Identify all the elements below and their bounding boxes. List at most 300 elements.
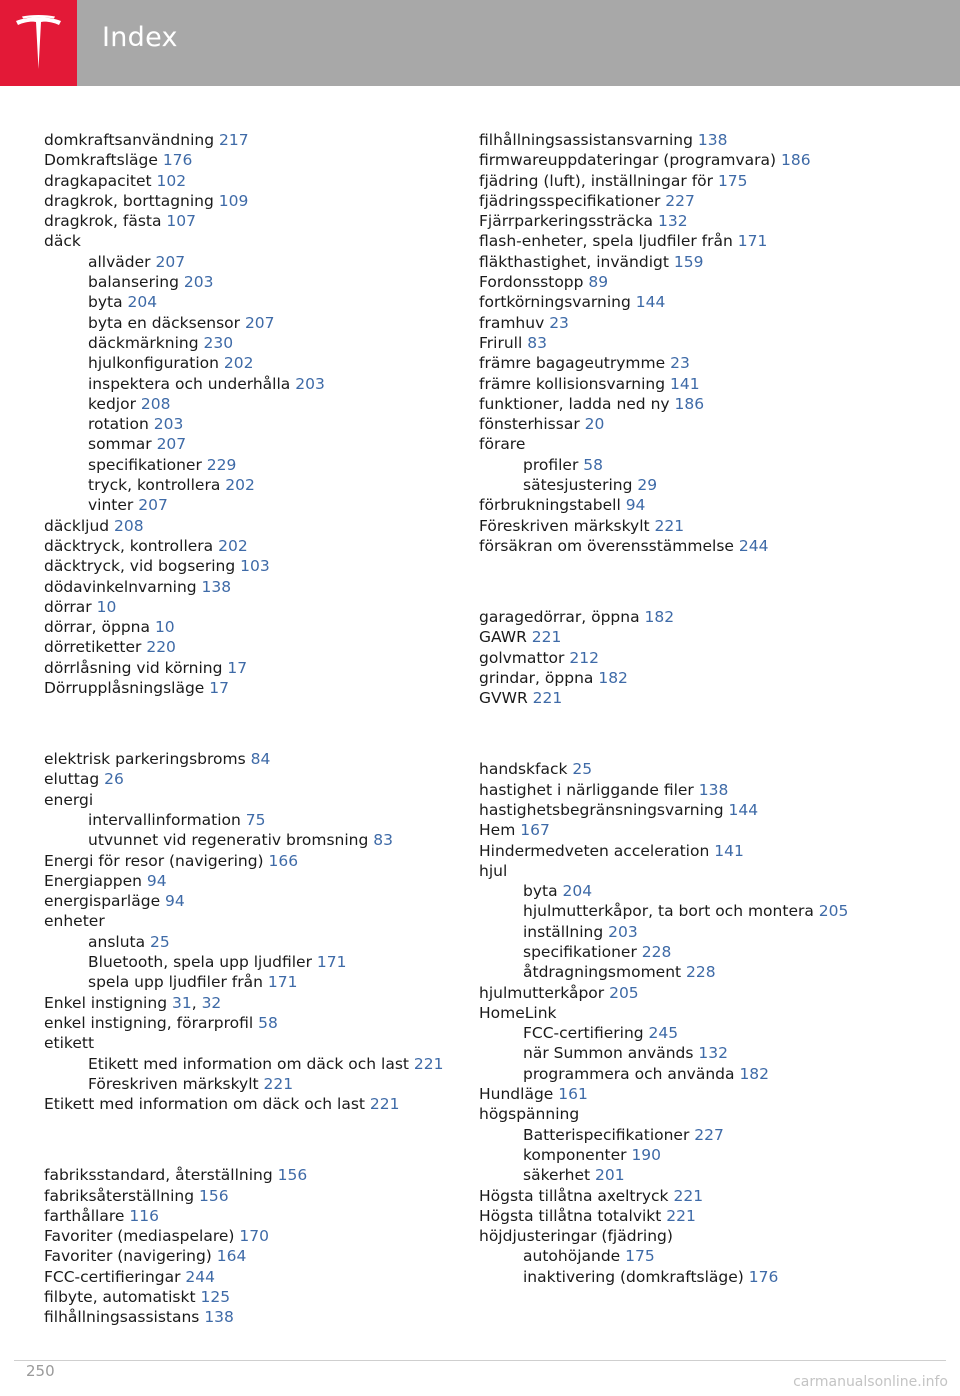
page-link[interactable]: 221 — [673, 1186, 704, 1205]
index-entry — [479, 231, 899, 251]
index-entry — [44, 790, 464, 810]
entry-text: åtdragningsmoment — [523, 963, 687, 982]
entry-text: fabriksstandard, återställning — [44, 1166, 278, 1185]
page-link[interactable]: 138 — [697, 131, 728, 149]
index-entry — [44, 749, 464, 769]
page-link[interactable]: 244 — [185, 1267, 216, 1286]
entry-text: dörrlåsning vid körning — [44, 658, 228, 677]
page-link[interactable]: 221 — [531, 628, 562, 647]
index-entry — [44, 1287, 464, 1307]
entry-text: fabriksåterställning — [44, 1186, 199, 1205]
entry-text: dörrar — [44, 597, 97, 616]
entry-text: etikett — [44, 1034, 95, 1053]
index-entry — [44, 678, 464, 698]
index-entry — [44, 1094, 464, 1114]
index-subentry — [44, 434, 464, 454]
entry-text: hjulmutterkåpor, ta bort och montera — [523, 902, 819, 921]
index-subentry — [44, 1074, 464, 1094]
entry-text: balansering — [88, 273, 184, 292]
entry-text: farthållare — [44, 1206, 130, 1225]
index-entry — [479, 313, 899, 333]
index-subentry — [479, 881, 899, 901]
index-entry — [479, 495, 899, 515]
page-link[interactable]: 221 — [369, 1095, 400, 1114]
page-link[interactable]: 171 — [316, 953, 347, 972]
index-subentry — [44, 475, 464, 495]
page-link[interactable]: 144 — [635, 293, 666, 312]
page-link[interactable]: 205 — [609, 983, 639, 1002]
index-entry — [44, 191, 464, 211]
entry-text: byta en däcksensor — [88, 313, 245, 332]
page-link[interactable]: 227 — [665, 191, 695, 210]
page-link[interactable]: 17 — [209, 679, 229, 698]
entry-text: Favoriter (navigering) — [44, 1247, 217, 1266]
entry-text: specifikationer — [88, 455, 207, 474]
entry-text: byta — [523, 882, 563, 901]
page-link[interactable]: 20 — [584, 415, 605, 434]
page-link[interactable]: 207 — [155, 252, 186, 271]
index-subentry — [44, 252, 464, 272]
page-link[interactable]: 217 — [218, 131, 249, 149]
index-entry — [479, 627, 899, 647]
index-entry — [479, 150, 899, 170]
index-entry — [44, 1165, 464, 1185]
page-link[interactable]: 190 — [631, 1145, 662, 1164]
entry-text: försäkran om överensstämmelse — [479, 536, 739, 555]
page-link[interactable]: 221 — [654, 516, 685, 535]
entry-text: dragkrok, borttagning — [44, 191, 219, 210]
page-link[interactable]: 125 — [200, 1288, 231, 1307]
index-entry — [44, 1013, 464, 1033]
entry-text: kedjor — [88, 394, 141, 413]
index-entry — [44, 617, 464, 637]
page-link[interactable]: 201 — [595, 1166, 625, 1185]
index-subentry — [44, 333, 464, 353]
page-link[interactable]: 203 — [295, 374, 325, 393]
page-link[interactable]: 10 — [154, 618, 175, 637]
entry-text: energisparläge — [44, 892, 166, 911]
index-entry — [44, 1033, 464, 1053]
entry-text: Dörrupplåsningsläge — [44, 679, 210, 698]
page-number: 250 — [26, 1362, 55, 1380]
page-link[interactable]: 107 — [166, 212, 196, 231]
index-entry — [479, 536, 899, 556]
entry-text: fjädring (luft), inställningar för — [479, 171, 718, 190]
entry-text: programmera och använda — [523, 1064, 740, 1083]
index-entry — [479, 1186, 899, 1206]
index-entry — [479, 353, 899, 373]
entry-text: inspektera och underhålla — [88, 374, 296, 393]
index-subentry — [44, 495, 464, 515]
index-entry — [479, 171, 899, 191]
page-link[interactable]: 205 — [818, 902, 849, 921]
page-link[interactable]: 138 — [698, 780, 729, 799]
index-subentry — [44, 353, 464, 373]
index-entry — [479, 1003, 899, 1023]
page-link[interactable]: 164 — [216, 1247, 247, 1266]
entry-text: GAWR — [479, 628, 532, 647]
index-entry — [479, 191, 899, 211]
index-subentry — [479, 942, 899, 962]
page-link[interactable]: 182 — [598, 668, 628, 687]
entry-text: intervallinformation — [88, 811, 246, 829]
index-entry — [44, 130, 464, 150]
page-link[interactable]: 10 — [96, 597, 117, 616]
page-link[interactable]: 138 — [204, 1308, 234, 1327]
entry-text: FCC-certifieringar — [44, 1267, 186, 1286]
entry-text: säkerhet — [523, 1166, 595, 1185]
entry-text: allväder — [88, 252, 156, 271]
page-link[interactable]: 141 — [670, 374, 700, 393]
entry-text: fönsterhissar — [479, 415, 585, 434]
index-entry — [44, 658, 464, 678]
index-entry — [479, 272, 899, 292]
index-subentry — [44, 394, 464, 414]
entry-text: inaktivering (domkraftsläge) — [523, 1267, 749, 1286]
index-entry — [479, 1104, 899, 1124]
page-link[interactable]: 176 — [748, 1267, 779, 1286]
entry-text: inställning — [523, 922, 609, 941]
entry-text: Domkraftsläge — [44, 151, 163, 170]
page-link[interactable]: 202 — [218, 536, 248, 555]
index-subentry — [479, 1267, 899, 1287]
page-link[interactable]: 31 — [171, 993, 192, 1012]
index-entry — [479, 820, 899, 840]
page-link[interactable]: 182 — [644, 608, 675, 627]
tesla-logo-icon — [14, 15, 63, 71]
index-entry — [479, 292, 899, 312]
entry-text: flash-enheter, spela ljudfiler från — [479, 232, 738, 251]
index-subentry — [479, 901, 899, 921]
entry-text: Enkel instigning — [44, 993, 172, 1012]
entry-text: framhuv — [479, 313, 550, 332]
page-link[interactable]: 94 — [165, 892, 185, 911]
page-link[interactable]: 25 — [150, 932, 170, 951]
page-link[interactable]: 207 — [244, 313, 275, 332]
page-link[interactable]: 94 — [625, 496, 646, 515]
entry-text: Fjärrparkeringssträcka — [479, 212, 658, 231]
page-link[interactable]: 109 — [218, 191, 249, 210]
index-subentry — [479, 475, 899, 495]
entry-text: Fordonsstopp — [479, 273, 589, 292]
page-link[interactable]: 207 — [138, 496, 168, 515]
page-link[interactable]: 212 — [569, 648, 599, 667]
page-link[interactable]: 89 — [588, 273, 609, 292]
index-subentry — [44, 292, 464, 312]
entry-text: GVWR — [479, 689, 533, 708]
page-link[interactable]: 229 — [206, 455, 237, 474]
page-link[interactable]: 170 — [239, 1227, 269, 1246]
index-entry — [44, 1206, 464, 1226]
index-entry — [44, 536, 464, 556]
page-link[interactable]: 186 — [674, 394, 705, 413]
entry-text: när Summon används — [523, 1044, 699, 1063]
entry-text: Högsta tillåtna axeltryck — [479, 1186, 674, 1205]
entry-text: domkraftsanvändning — [44, 131, 219, 149]
page-link[interactable]: 103 — [240, 557, 270, 576]
logo-box — [0, 0, 77, 86]
page-link[interactable]: 132 — [657, 212, 688, 231]
header-bar — [0, 0, 960, 86]
entry-text: dragkapacitet — [44, 171, 157, 190]
page-link[interactable]: 204 — [562, 882, 593, 901]
page-link[interactable]: 116 — [129, 1206, 159, 1225]
index-entry — [44, 769, 464, 789]
index-entry — [44, 1186, 464, 1206]
entry-text: Etikett med information om däck och last — [88, 1054, 414, 1073]
index-entry — [44, 637, 464, 657]
index-subentry — [44, 414, 464, 434]
page-link[interactable]: 207 — [156, 435, 187, 454]
entry-text: dörretiketter — [44, 638, 147, 657]
index-subentry — [479, 962, 899, 982]
index-entry — [479, 648, 899, 668]
index-subentry — [44, 932, 464, 952]
index-subentry — [44, 1054, 464, 1074]
index-entry — [44, 211, 464, 231]
page-link[interactable]: 75 — [245, 811, 266, 829]
page-link[interactable]: 221 — [532, 689, 563, 708]
entry-text: fläkthastighet, invändigt — [479, 252, 674, 271]
index-entry — [44, 871, 464, 891]
section-gap — [479, 709, 899, 760]
index-subentry — [479, 1064, 899, 1084]
index-entry — [479, 434, 899, 454]
page-link[interactable]: 182 — [739, 1064, 770, 1083]
page-link[interactable]: 83 — [373, 831, 393, 850]
index-entry — [479, 861, 899, 881]
entry-text: förbrukningstabell — [479, 496, 626, 515]
index-entry — [44, 1246, 464, 1266]
entry-text: däckmärkning — [88, 333, 204, 352]
page-link[interactable]: 138 — [201, 577, 232, 596]
entry-text: elektrisk parkeringsbroms — [44, 750, 251, 769]
index-subentry — [44, 972, 464, 992]
entry-text: hastighetsbegränsningsvarning — [479, 800, 729, 819]
section-gap — [479, 556, 899, 607]
entry-text: byta — [88, 293, 128, 312]
entry-text: utvunnet vid regenerativ bromsning — [88, 831, 374, 850]
entry-text: rotation — [88, 415, 154, 434]
index-entry — [44, 891, 464, 911]
index-column-right — [479, 130, 899, 1287]
index-entry — [44, 1226, 464, 1246]
page-link[interactable]: 84 — [250, 750, 271, 769]
page-link[interactable]: 26 — [104, 770, 124, 789]
index-entry: Enkel instigning 31, 32 — [44, 993, 222, 1012]
index-subentry — [479, 1023, 899, 1043]
index-entry — [44, 911, 464, 931]
entry-text: ansluta — [88, 932, 151, 951]
page-link[interactable]: 220 — [146, 638, 176, 657]
page-link[interactable]: 167 — [520, 821, 550, 840]
page-link[interactable]: 166 — [268, 851, 299, 870]
entry-text: Hindermedveten acceleration — [479, 841, 715, 860]
page-link[interactable]: 32 — [201, 993, 222, 1012]
page-link[interactable]: 23 — [670, 354, 690, 373]
index-subentry — [44, 272, 464, 292]
entry-text: profiler — [523, 455, 584, 474]
page-link[interactable]: 208 — [114, 516, 144, 535]
entry-text: förare — [479, 435, 526, 454]
entry-text: HomeLink — [479, 1003, 557, 1022]
page-link[interactable]: 244 — [738, 536, 769, 555]
page-link[interactable]: 144 — [728, 800, 759, 819]
index-entry — [479, 668, 899, 688]
entry-text: energi — [44, 790, 94, 809]
index-entry — [479, 252, 899, 272]
index-entry — [479, 130, 899, 150]
entry-text: specifikationer — [523, 942, 642, 961]
page-link[interactable]: 29 — [637, 476, 658, 495]
index-subentry — [44, 810, 464, 830]
entry-text: fjädringsspecifikationer — [479, 191, 666, 210]
entry-text: hjulmutterkåpor — [479, 983, 610, 1002]
page-link[interactable]: 141 — [714, 841, 744, 860]
entry-text: grindar, öppna — [479, 668, 599, 687]
index-subentry — [479, 922, 899, 942]
index-entry — [44, 851, 464, 871]
page-link[interactable]: 176 — [162, 151, 193, 170]
entry-text: dödavinkelnvarning — [44, 577, 202, 596]
page-link[interactable]: 202 — [223, 354, 254, 373]
page-title: Index — [102, 22, 178, 53]
page-link[interactable]: 156 — [277, 1166, 308, 1185]
page-link[interactable]: 171 — [267, 973, 298, 992]
index-entry — [44, 516, 464, 536]
page-link[interactable]: 58 — [583, 455, 603, 474]
index-entry — [479, 983, 899, 1003]
page-link[interactable]: 202 — [225, 476, 255, 495]
index-subentry — [479, 1246, 899, 1266]
entry-text: filhållningsassistansvarning — [479, 131, 698, 149]
entry-text: Favoriter (mediaspelare) — [44, 1227, 240, 1246]
entry-text: däckljud — [44, 516, 115, 535]
index-entry — [479, 394, 899, 414]
page-link[interactable]: 175 — [717, 171, 748, 190]
page-link[interactable]: 230 — [203, 333, 234, 352]
page-link[interactable]: 58 — [258, 1013, 278, 1032]
entry-text: däcktryck, vid bogsering — [44, 557, 241, 576]
entry-text: enheter — [44, 912, 105, 931]
index-entry — [44, 1307, 464, 1327]
footer-divider — [14, 1360, 946, 1361]
entry-text: Etikett med information om däck och last — [44, 1095, 370, 1114]
page-link[interactable]: 132 — [698, 1044, 728, 1063]
entry-text: Högsta tillåtna totalvikt — [479, 1206, 667, 1225]
entry-text: eluttag — [44, 770, 105, 789]
index-subentry — [44, 952, 464, 972]
index-subentry — [479, 1165, 899, 1185]
page-link[interactable]: 228 — [641, 942, 672, 961]
page-link[interactable]: 204 — [127, 293, 158, 312]
page-link[interactable]: 208 — [140, 394, 171, 413]
index-entry — [44, 577, 464, 597]
page-link[interactable]: 221 — [666, 1206, 696, 1225]
page-link[interactable]: 186 — [781, 151, 811, 170]
page-link[interactable]: 245 — [648, 1024, 679, 1043]
index-entry — [44, 1267, 464, 1287]
index-entry — [479, 1206, 899, 1226]
index-entry — [479, 1084, 899, 1104]
page-link[interactable]: 227 — [694, 1125, 724, 1144]
entry-text: fortkörningsvarning — [479, 293, 636, 312]
page-link[interactable]: 159 — [673, 252, 704, 271]
index-entry — [479, 800, 899, 820]
entry-text: FCC-certifiering — [523, 1024, 649, 1043]
page-link[interactable]: 17 — [227, 658, 248, 677]
entry-text: högspänning — [479, 1105, 580, 1124]
entry-text: firmwareuppdateringar (programvara) — [479, 151, 782, 170]
index-subentry — [44, 455, 464, 475]
entry-text: hjulkonfiguration — [88, 354, 224, 373]
index-entry — [479, 759, 899, 779]
entry-text: vinter — [88, 496, 139, 515]
entry-text: däck — [44, 232, 81, 251]
entry-text: autohöjande — [523, 1247, 626, 1266]
index-entry — [479, 688, 899, 708]
page-link[interactable]: 203 — [183, 273, 214, 292]
page-link[interactable]: 156 — [199, 1186, 229, 1205]
index-entry — [479, 780, 899, 800]
entry-text: spela upp ljudfiler från — [88, 973, 268, 992]
page-link[interactable]: 221 — [263, 1074, 294, 1093]
page-link[interactable]: 25 — [572, 760, 593, 779]
entry-text: hastighet i närliggande filer — [479, 780, 699, 799]
page-link[interactable]: 228 — [686, 963, 716, 982]
page-link[interactable]: 221 — [413, 1054, 444, 1073]
index-entry — [44, 556, 464, 576]
entry-text: filhållningsassistans — [44, 1308, 205, 1327]
entry-text: Bluetooth, spela upp ljudfiler — [88, 953, 317, 972]
page-link[interactable]: 203 — [153, 415, 184, 434]
page-link[interactable]: 171 — [737, 232, 768, 251]
index-entry — [44, 597, 464, 617]
entry-text: Energi för resor (navigering) — [44, 851, 269, 870]
entry-text: tryck, kontrollera — [88, 476, 226, 495]
page-link[interactable]: 175 — [625, 1247, 655, 1266]
entry-text: Hundläge — [479, 1085, 559, 1104]
page-link[interactable]: 94 — [146, 871, 167, 890]
index-subentry — [479, 1145, 899, 1165]
entry-text: filbyte, automatiskt — [44, 1288, 201, 1307]
index-subentry — [479, 1125, 899, 1145]
page-link[interactable]: 102 — [156, 171, 187, 190]
watermark: carmanualsonline.info — [793, 1374, 948, 1390]
page-link[interactable]: 23 — [549, 313, 569, 332]
entry-text: dragkrok, fästa — [44, 212, 167, 231]
entry-text: dörrar, öppna — [44, 618, 155, 637]
entry-text: komponenter — [523, 1145, 632, 1164]
index-entry — [479, 516, 899, 536]
entry-text: höjdjusteringar (fjädring) — [479, 1227, 673, 1246]
entry-text: enkel instigning, förarprofil — [44, 1013, 259, 1032]
section-gap — [44, 1114, 464, 1165]
index-column-left — [44, 130, 464, 1328]
page-link[interactable]: 83 — [527, 333, 547, 352]
entry-text: funktioner, ladda ned ny — [479, 394, 675, 413]
page-link[interactable]: 203 — [608, 922, 638, 941]
index-entry — [479, 211, 899, 231]
index-entry — [44, 150, 464, 170]
entry-text: Föreskriven märkskylt — [479, 516, 655, 535]
entry-text: sommar — [88, 435, 157, 454]
entry-text: handskfack — [479, 760, 573, 779]
index-entry — [479, 841, 899, 861]
page-link[interactable]: 161 — [558, 1085, 588, 1104]
entry-text: garagedörrar, öppna — [479, 608, 645, 627]
entry-text: främre bagageutrymme — [479, 354, 671, 373]
